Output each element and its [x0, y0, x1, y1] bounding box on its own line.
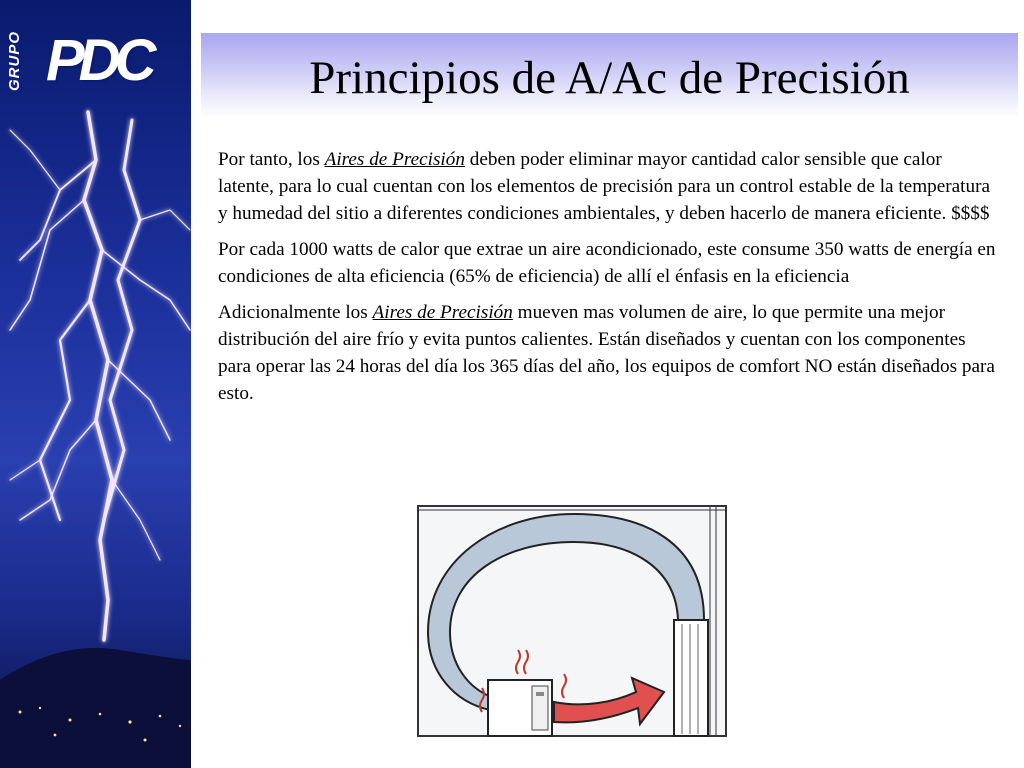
paragraph-3-emphasis: Aires de Precisión [372, 302, 513, 323]
airflow-diagram [414, 502, 730, 740]
lightning-illustration [0, 0, 191, 768]
paragraph-1-post: deben poder eliminar mayor cantidad calor sensible que calor latente, para lo cual cuentan con los elementos de precisión para un control estable de la temperatura y humedad del sitio a diferentes condiciones ambientales, y deben hacerlo de manera eficiente. $$$$ [218, 149, 990, 224]
body-text [218, 146, 998, 416]
paragraph-3-pre: Adicionalmente los [218, 302, 373, 323]
sidebar-image [0, 0, 191, 768]
paragraph-1 [218, 146, 998, 227]
precision-ac-unit [674, 620, 708, 736]
logo-mark: PDC [46, 28, 151, 93]
paragraph-1-emphasis: Aires de Precisión [324, 149, 465, 170]
paragraph-1-pre: Por tanto, los [218, 149, 325, 170]
company-logo [6, 24, 184, 98]
paragraph-3-post: mueven mas volumen de aire, lo que permite una mejor distribución del aire frío y evita puntos calientes. Están diseñados y cuentan con los componentes para operar las 24 horas del día los 365 días del año, los equipos de comfort NO están diseñados para esto. [218, 302, 995, 404]
paragraph-3 [218, 299, 998, 407]
paragraph-2: Por cada 1000 watts de calor que extrae un aire acondicionado, este consume 350 watts de energía en condiciones de alta eficiencia (65% de eficiencia) de allí el énfasis en la eficiencia [218, 239, 996, 287]
logo-text: GRUPO [6, 31, 23, 92]
page-title: Principios de A/Ac de Precisión [309, 52, 910, 104]
